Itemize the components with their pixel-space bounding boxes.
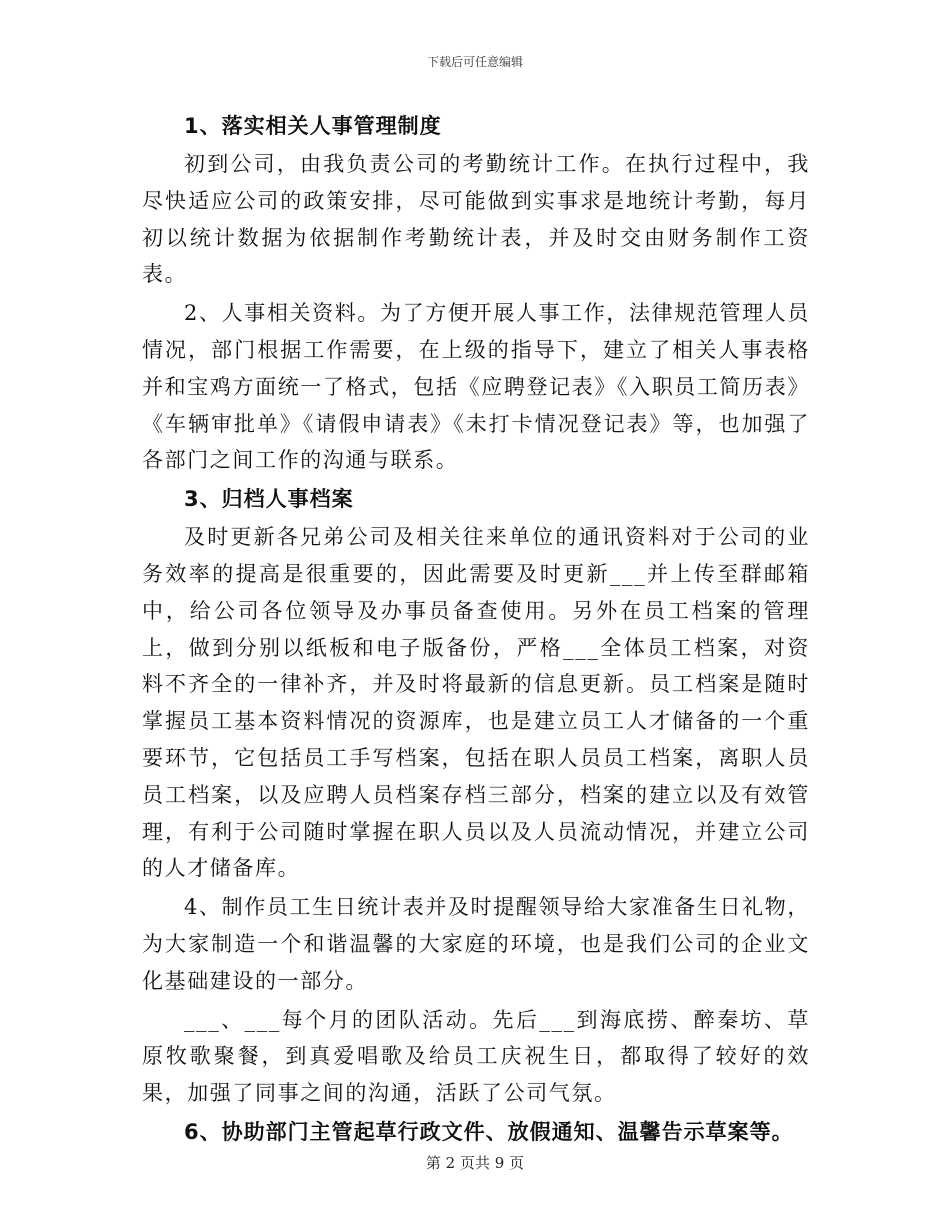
- section-heading-1: 1、落实相关人事管理制度: [184, 114, 442, 138]
- paragraph-team-activities: ___、___每个月的团队活动。先后___到海底捞、醉秦坊、草原牧歌聚餐，到真爱唱歌及给员工庆祝生日，都取得了较好的效果，加强了同事之间的沟通，活跃了公司气氛。: [142, 1007, 810, 1106]
- section-heading-3: 3、归档人事档案: [184, 487, 354, 512]
- paragraph-attendance: 初到公司，由我负责公司的考勤统计工作。在执行过程中，我尽快适应公司的政策安排，尽可能做到实事求是地统计考勤，每月初以统计数据为依据制作考勤统计表，并及时交由财务制作工资表。: [142, 152, 810, 287]
- page-footer: 第 2 页共 9 页: [425, 1154, 525, 1172]
- section-heading-6: 6、协助部门主管起草行政文件、放假通知、温馨告示草案等。: [184, 1119, 794, 1144]
- document-body: [142, 108, 810, 1152]
- paragraph-archives: 及时更新各兄弟公司及相关往来单位的通讯资料对于公司的业务效率的提高是很重要的，因此需要及时更新___并上传至群邮箱中，给公司各位领导及办事员备查使用。另外在员工档案的管理上，做到分别以纸板和电子版备份，严格___全体员工档案，对资料不齐全的一律补齐，并及时将最新的信息更新。员工档案是随时掌握员工基本资料情况的资源库，也是建立员工人才储备的一个重要环节，它包括员工手写档案，包括在职人员员工档案，离职人员员工档案，以及应聘人员档案存档三部分，档案的建立以及有效管理，有利于公司随时掌握在职人员以及人员流动情况，并建立公司的人才储备库。: [142, 525, 810, 881]
- paragraph-birthday: 4、制作员工生日统计表并及时提醒领导给大家准备生日礼物，为大家制造一个和谐温馨的大家庭的环境，也是我们公司的企业文化基础建设的一部分。: [142, 895, 810, 993]
- paragraph-hr-materials: 2、人事相关资料。为了方便开展人事工作，法律规范管理人员情况，部门根据工作需要，在上级的指导下，建立了相关人事表格并和宝鸡方面统一了格式，包括《应聘登记表》《入职员工简历表》《车辆审批单》《请假申请表》《未打卡情况登记表》等，也加强了各部门之间工作的沟通与联系。: [142, 301, 810, 473]
- page-header: 下载后可任意编辑: [426, 55, 523, 69]
